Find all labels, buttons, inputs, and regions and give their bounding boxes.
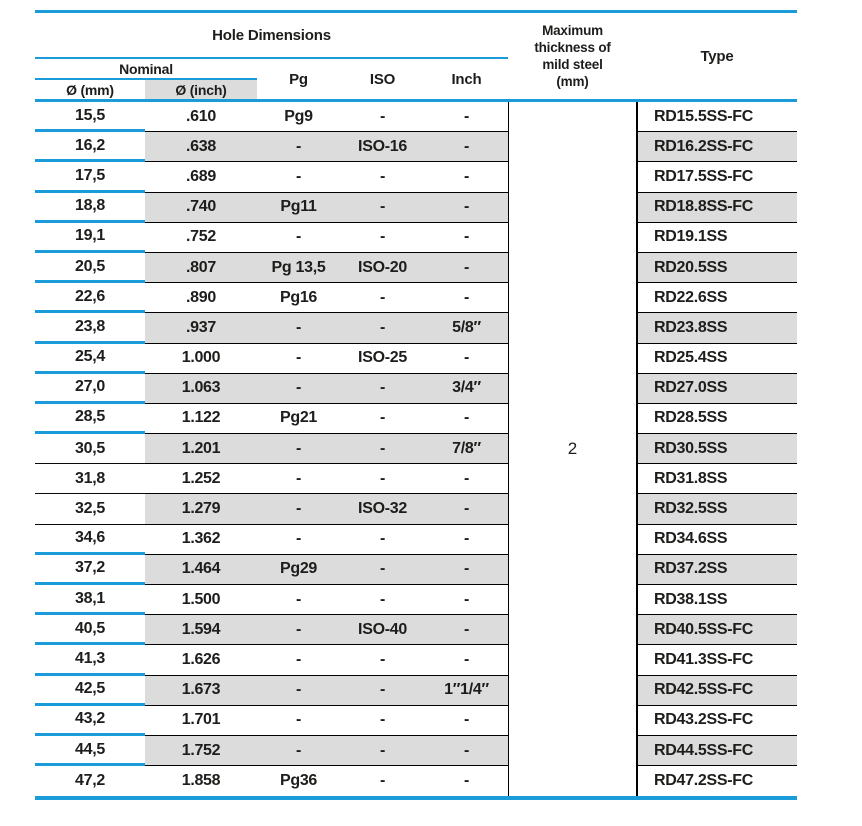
cell-unit-inch: - (425, 404, 508, 434)
cell-mm: 41,3 (35, 645, 145, 675)
cell-iso: - (340, 676, 425, 706)
cell-iso: ISO-25 (340, 344, 425, 374)
cell-mm: 17,5 (35, 162, 145, 192)
cell-mm: 28,5 (35, 404, 145, 434)
cell-inch: 1.500 (145, 585, 257, 615)
cell-iso: - (340, 374, 425, 404)
cell-pg: - (257, 525, 340, 555)
cell-unit-inch: - (425, 615, 508, 645)
cell-unit-inch: 5/8″ (425, 313, 508, 343)
cell-inch: .638 (145, 132, 257, 162)
cell-mm: 43,2 (35, 706, 145, 736)
cell-unit-inch: - (425, 223, 508, 253)
cell-iso: - (340, 283, 425, 313)
cell-iso: - (340, 585, 425, 615)
cell-pg: Pg21 (257, 404, 340, 434)
cell-inch: 1.464 (145, 555, 257, 585)
table-row (35, 434, 797, 464)
cell-type: RD34.6SS (637, 525, 797, 555)
table-row (35, 344, 797, 374)
cell-iso: - (340, 464, 425, 494)
cell-unit-inch: - (425, 525, 508, 555)
cell-unit-inch: - (425, 706, 508, 736)
cell-type: RD42.5SS-FC (637, 676, 797, 706)
cell-inch: 1.626 (145, 645, 257, 675)
cell-inch: 1.752 (145, 736, 257, 766)
cell-iso: - (340, 404, 425, 434)
cell-type: RD25.4SS (637, 344, 797, 374)
cell-mm: 44,5 (35, 736, 145, 766)
cell-pg: - (257, 585, 340, 615)
cell-type: RD40.5SS-FC (637, 615, 797, 645)
cell-type: RD44.5SS-FC (637, 736, 797, 766)
cell-mm: 38,1 (35, 585, 145, 615)
cell-inch: 1.858 (145, 766, 257, 796)
cell-inch: .937 (145, 313, 257, 343)
cell-type: RD30.5SS (637, 434, 797, 464)
cell-mm: 34,6 (35, 525, 145, 555)
cell-mm: 30,5 (35, 434, 145, 464)
cell-inch: .752 (145, 223, 257, 253)
cell-mm: 37,2 (35, 555, 145, 585)
cell-inch: 1.063 (145, 374, 257, 404)
table-row (35, 193, 797, 223)
cell-unit-inch: - (425, 464, 508, 494)
cell-pg: - (257, 434, 340, 464)
table-row (35, 555, 797, 585)
cell-mm: 42,5 (35, 676, 145, 706)
header-iso: ISO (369, 70, 396, 88)
header-pg: Pg (289, 70, 308, 88)
max-thickness-merged-cell: 2 (508, 102, 637, 796)
cell-pg: - (257, 736, 340, 766)
cell-unit-inch: - (425, 645, 508, 675)
cell-unit-inch: - (425, 283, 508, 313)
cell-mm: 15,5 (35, 102, 145, 132)
cell-iso: - (340, 525, 425, 555)
cell-pg: - (257, 464, 340, 494)
cell-inch: 1.673 (145, 676, 257, 706)
cell-unit-inch: - (425, 344, 508, 374)
table-row (35, 253, 797, 283)
cell-type: RD23.8SS (637, 313, 797, 343)
cell-type: RD31.8SS (637, 464, 797, 494)
cell-unit-inch: - (425, 162, 508, 192)
table-row (35, 494, 797, 524)
table-row (35, 615, 797, 645)
table-row (35, 162, 797, 192)
cell-pg: - (257, 223, 340, 253)
cell-type: RD20.5SS (637, 253, 797, 283)
cell-pg: - (257, 706, 340, 736)
header-max-thickness (508, 13, 637, 99)
cell-unit-inch: - (425, 193, 508, 223)
cell-mm: 47,2 (35, 766, 145, 796)
table-row (35, 404, 797, 434)
cell-type: RD38.1SS (637, 585, 797, 615)
table-row (35, 676, 797, 706)
cell-unit-inch: - (425, 253, 508, 283)
cell-mm: 20,5 (35, 253, 145, 283)
cell-mm: 18,8 (35, 193, 145, 223)
cell-inch: 1.201 (145, 434, 257, 464)
header-type: Type (700, 47, 734, 65)
cell-unit-inch: 1″1/4″ (425, 676, 508, 706)
cell-type: RD43.2SS-FC (637, 706, 797, 736)
header-hole-dimensions: Hole Dimensions (212, 26, 331, 44)
cell-inch: 1.362 (145, 525, 257, 555)
cell-type: RD41.3SS-FC (637, 645, 797, 675)
table-row (35, 525, 797, 555)
cell-pg: Pg9 (257, 102, 340, 132)
cell-inch: 1.000 (145, 344, 257, 374)
spec-table (35, 10, 797, 800)
cell-iso: - (340, 193, 425, 223)
table-row (35, 374, 797, 404)
cell-pg: - (257, 162, 340, 192)
cell-pg: Pg 13,5 (257, 253, 340, 283)
cell-pg: Pg29 (257, 555, 340, 585)
max-thickness-line: thickness of (534, 40, 611, 55)
cell-inch: 1.252 (145, 464, 257, 494)
cell-inch: .807 (145, 253, 257, 283)
table-row (35, 313, 797, 343)
table-row (35, 464, 797, 494)
max-thickness-line: mild steel (542, 57, 603, 72)
cell-inch: 1.701 (145, 706, 257, 736)
cell-unit-inch: 7/8″ (425, 434, 508, 464)
cell-inch: .740 (145, 193, 257, 223)
cell-unit-inch: - (425, 736, 508, 766)
cell-pg: - (257, 645, 340, 675)
cell-mm: 22,6 (35, 283, 145, 313)
cell-pg: - (257, 374, 340, 404)
cell-iso: - (340, 736, 425, 766)
cell-inch: 1.122 (145, 404, 257, 434)
cell-iso: - (340, 223, 425, 253)
cell-unit-inch: - (425, 585, 508, 615)
cell-iso: - (340, 434, 425, 464)
cell-iso: - (340, 706, 425, 736)
cell-inch: .890 (145, 283, 257, 313)
cell-type: RD17.5SS-FC (637, 162, 797, 192)
header-nominal: Nominal (119, 60, 173, 77)
cell-iso: - (340, 555, 425, 585)
cell-pg: - (257, 344, 340, 374)
table-row (35, 585, 797, 615)
table-row (35, 223, 797, 253)
cell-unit-inch: - (425, 766, 508, 796)
header-inch: Inch (451, 70, 482, 88)
cell-type: RD22.6SS (637, 283, 797, 313)
cell-mm: 23,8 (35, 313, 145, 343)
table-bottom-rule (35, 796, 797, 800)
cell-type: RD15.5SS-FC (637, 102, 797, 132)
cell-pg: - (257, 132, 340, 162)
cell-iso: - (340, 313, 425, 343)
cell-pg: Pg11 (257, 193, 340, 223)
cell-mm: 25,4 (35, 344, 145, 374)
cell-iso: ISO-20 (340, 253, 425, 283)
cell-mm: 32,5 (35, 494, 145, 524)
cell-unit-inch: - (425, 494, 508, 524)
table-row (35, 132, 797, 162)
table-body (35, 102, 797, 796)
cell-pg: - (257, 615, 340, 645)
cell-type: RD19.1SS (637, 223, 797, 253)
cell-iso: ISO-40 (340, 615, 425, 645)
cell-pg: Pg36 (257, 766, 340, 796)
cell-type: RD28.5SS (637, 404, 797, 434)
cell-mm: 40,5 (35, 615, 145, 645)
cell-unit-inch: - (425, 102, 508, 132)
cell-inch: .689 (145, 162, 257, 192)
cell-type: RD32.5SS (637, 494, 797, 524)
cell-pg: - (257, 313, 340, 343)
cell-pg: - (257, 494, 340, 524)
cell-iso: ISO-16 (340, 132, 425, 162)
cell-pg: Pg16 (257, 283, 340, 313)
max-thickness-line: Maximum (542, 23, 603, 38)
max-thickness-line: (mm) (556, 74, 589, 89)
cell-mm: 27,0 (35, 374, 145, 404)
table-row (35, 736, 797, 766)
header-diameter-mm: Ø (mm) (66, 81, 114, 98)
cell-mm: 19,1 (35, 223, 145, 253)
header-diameter-inch: Ø (inch) (145, 80, 257, 99)
table-row (35, 102, 797, 132)
table-row (35, 283, 797, 313)
cell-type: RD47.2SS-FC (637, 766, 797, 796)
cell-pg: - (257, 676, 340, 706)
cell-type: RD16.2SS-FC (637, 132, 797, 162)
cell-unit-inch: 3/4″ (425, 374, 508, 404)
cell-inch: 1.594 (145, 615, 257, 645)
cell-iso: - (340, 102, 425, 132)
cell-type: RD27.0SS (637, 374, 797, 404)
cell-iso: - (340, 162, 425, 192)
table-row (35, 645, 797, 675)
cell-inch: .610 (145, 102, 257, 132)
table-row (35, 766, 797, 796)
cell-type: RD37.2SS (637, 555, 797, 585)
cell-type: RD18.8SS-FC (637, 193, 797, 223)
cell-inch: 1.279 (145, 494, 257, 524)
table-row (35, 706, 797, 736)
cell-mm: 16,2 (35, 132, 145, 162)
cell-iso: ISO-32 (340, 494, 425, 524)
cell-mm: 31,8 (35, 464, 145, 494)
cell-unit-inch: - (425, 555, 508, 585)
cell-iso: - (340, 766, 425, 796)
cell-iso: - (340, 645, 425, 675)
cell-unit-inch: - (425, 132, 508, 162)
table-header (35, 10, 797, 102)
